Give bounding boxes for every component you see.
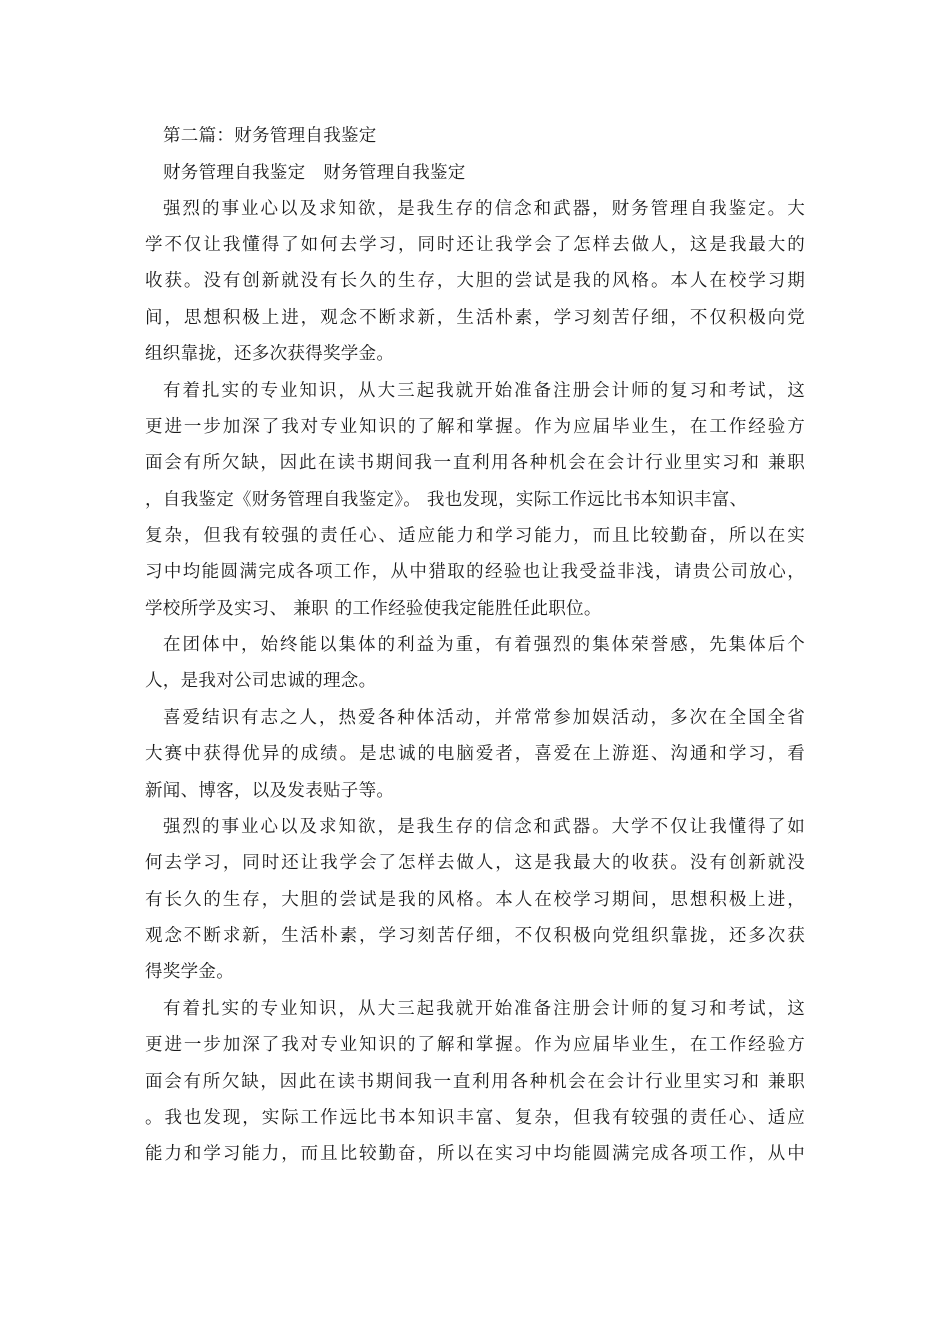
paragraph-line: 间，思想积极上进，观念不断求新，生活朴素，学习刻苦仔细，不仅积极向党 [145, 308, 805, 328]
paragraph-line: 复杂，但我有较强的责任心、适应能力和学习能力，而且比较勤奋，所以在实 [145, 526, 805, 546]
paragraph-line: 面会有所欠缺，因此在读书期间我一直利用各种机会在会计行业里实习和 兼职 [145, 453, 805, 473]
paragraph-line: 有长久的生存，大胆的尝试是我的风格。本人在校学习期间，思想积极上进， [145, 890, 805, 910]
paragraph-line: 大赛中获得优异的成绩。是忠诚的电脑爱者，喜爱在上游逛、沟通和学习，看 [145, 744, 805, 764]
paragraph-line: 观念不断求新，生活朴素，学习刻苦仔细，不仅积极向党组织靠拢，还多次获 [145, 926, 805, 946]
document-heading: 第二篇：财务管理自我鉴定 [163, 126, 377, 146]
paragraph-line: 有着扎实的专业知识，从大三起我就开始准备注册会计师的复习和考试，这 [163, 999, 805, 1019]
paragraph-line: 收获。没有创新就没有长久的生存，大胆的尝试是我的风格。本人在校学习期 [145, 271, 805, 291]
paragraph-line: 。我也发现，实际工作远比书本知识丰富、复杂，但我有较强的责任心、适应 [145, 1108, 805, 1128]
paragraph-line: 强烈的事业心以及求知欲，是我生存的信念和武器。大学不仅让我懂得了如 [163, 817, 805, 837]
paragraph-line: 得奖学金。 [145, 962, 234, 982]
paragraph-line: 喜爱结识有志之人，热爱各种体活动，并常常参加娱活动，多次在全国全省 [163, 708, 805, 728]
paragraph-line: 在团体中，始终能以集体的利益为重，有着强烈的集体荣誉感，先集体后个 [163, 635, 805, 655]
paragraph-line: 强烈的事业心以及求知欲，是我生存的信念和武器，财务管理自我鉴定。大 [163, 199, 805, 219]
paragraph-line: 组织靠拢，还多次获得奖学金。 [145, 344, 395, 364]
paragraph-line: 面会有所欠缺，因此在读书期间我一直利用各种机会在会计行业里实习和 兼职 [145, 1072, 805, 1092]
paragraph-line: 学校所学及实习、 兼职 的工作经验使我定能胜任此职位。 [145, 599, 602, 619]
document-subheading: 财务管理自我鉴定 财务管理自我鉴定 [163, 163, 466, 183]
paragraph-line: 人，是我对公司忠诚的理念。 [145, 671, 377, 691]
paragraph-line: 学不仅让我懂得了如何去学习，同时还让我学会了怎样去做人，这是我最大的 [145, 235, 805, 255]
paragraph-line: ，自我鉴定《财务管理自我鉴定》。 我也发现，实际工作远比书本知识丰富、 [145, 490, 748, 510]
paragraph-line: 更进一步加深了我对专业知识的了解和掌握。作为应届毕业生，在工作经验方 [145, 1035, 805, 1055]
paragraph-line: 新闻、博客，以及发表贴子等。 [145, 781, 395, 801]
paragraph-line: 更进一步加深了我对专业知识的了解和掌握。作为应届毕业生，在工作经验方 [145, 417, 805, 437]
paragraph-line: 能力和学习能力，而且比较勤奋，所以在实习中均能圆满完成各项工作，从中 [145, 1144, 805, 1164]
paragraph-line: 何去学习，同时还让我学会了怎样去做人，这是我最大的收获。没有创新就没 [145, 853, 805, 873]
paragraph-line: 有着扎实的专业知识，从大三起我就开始准备注册会计师的复习和考试，这 [163, 381, 805, 401]
paragraph-line: 习中均能圆满完成各项工作，从中猎取的经验也让我受益非浅，请贵公司放心， [145, 562, 805, 582]
